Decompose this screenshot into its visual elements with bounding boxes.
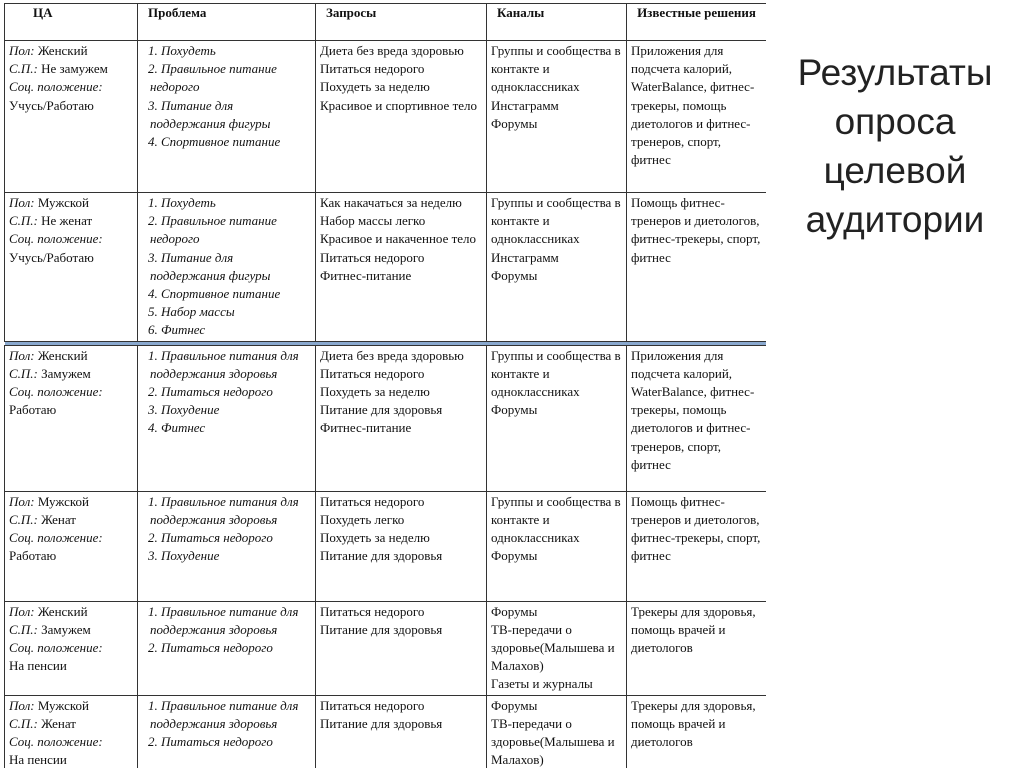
ca-value: Учусь/Работаю xyxy=(9,97,94,113)
ca-line xyxy=(9,194,133,212)
solution-item: Помощь фитнес-тренеров и диетологов, фитнес-трекеры, спорт, фитнес xyxy=(631,493,764,564)
table-row xyxy=(5,695,767,768)
ca-value: Мужской xyxy=(37,493,90,509)
ca-label: С.П.: xyxy=(9,715,38,731)
cell-requests xyxy=(316,41,487,193)
channel-item: Инстаграмм xyxy=(491,97,559,113)
problem-item: 1. Правильное питание для поддержания здоровья xyxy=(148,697,302,731)
problem-item: 3. Питание для поддержания фигуры xyxy=(148,249,271,283)
ca-line xyxy=(9,657,133,675)
solution-item: Помощь фитнес-тренеров и диетологов, фитнес-трекеры, спорт, фитнес xyxy=(631,195,764,265)
ca-line xyxy=(9,621,133,639)
request-item: Набор массы легко xyxy=(320,213,426,229)
cell-target-audience xyxy=(5,491,138,601)
header-problem: Проблема xyxy=(138,4,316,41)
ca-line xyxy=(9,42,133,60)
cell-channels xyxy=(487,601,627,695)
ca-label: Пол: xyxy=(9,697,35,713)
ca-label: Соц. положение: xyxy=(9,231,103,247)
problem-item: 3. Похудение xyxy=(148,548,220,564)
ca-line xyxy=(9,733,133,751)
survey-table xyxy=(4,3,766,768)
ca-value: Женат xyxy=(41,511,76,527)
header-ca: ЦА xyxy=(5,4,138,41)
problem-item: 3. Похудение xyxy=(148,402,220,418)
request-item: Питание для здоровья xyxy=(320,548,443,564)
ca-line xyxy=(9,365,133,383)
ca-value: Работаю xyxy=(9,402,57,418)
problem-list xyxy=(142,697,311,752)
ca-label: С.П.: xyxy=(9,213,38,229)
ca-line xyxy=(9,401,133,419)
request-item: Питание для здоровья xyxy=(320,402,443,418)
ca-label: Пол: xyxy=(9,43,35,58)
ca-value: Женский xyxy=(37,43,88,58)
cell-channels xyxy=(487,695,627,768)
ca-line xyxy=(9,751,133,768)
ca-value: Женский xyxy=(37,603,88,619)
solution-item: Трекеры для здоровья, помощь врачей и диетологов xyxy=(631,603,759,656)
header-solutions: Известные решения xyxy=(627,4,767,41)
header-requests: Запросы xyxy=(316,4,487,41)
request-item: Фитнес-питание xyxy=(320,267,412,283)
ca-line xyxy=(9,97,133,115)
table-row xyxy=(5,491,767,601)
problem-item: 1. Правильное питания для поддержания здоровья xyxy=(148,493,302,527)
cell-channels xyxy=(487,345,627,491)
problem-list xyxy=(142,603,311,658)
cell-requests xyxy=(316,695,487,768)
problem-list xyxy=(142,347,311,438)
problem-item: 2. Правильное питание недорого xyxy=(148,61,281,95)
problem-item: 6. Фитнес xyxy=(148,322,206,338)
slide-title-line: Результаты xyxy=(797,52,993,93)
ca-line xyxy=(9,715,133,733)
cell-problems xyxy=(138,345,316,491)
cell-problems xyxy=(138,41,316,193)
request-item: Красивое и накаченное тело xyxy=(320,231,477,247)
cell-problems xyxy=(138,193,316,342)
ca-label: Пол: xyxy=(9,195,35,210)
request-item: Питаться недорого xyxy=(320,365,425,381)
ca-label: Пол: xyxy=(9,347,35,363)
request-item: Фитнес-питание xyxy=(320,420,412,436)
ca-value: Замужем xyxy=(41,365,91,381)
problem-item: 5. Набор массы xyxy=(148,304,235,320)
request-item: Диета без вреда здоровью xyxy=(320,347,464,363)
cell-channels xyxy=(487,41,627,193)
solution-item: Приложения для подсчета калорий, WaterBalance, фитнес-трекеры, помощь диетологов и фитнес-тренеров, спорт, фитнес xyxy=(631,43,755,168)
ca-line xyxy=(9,230,133,248)
ca-value: Замужем xyxy=(41,621,91,637)
channel-item: Форумы xyxy=(491,402,538,418)
cell-requests xyxy=(316,491,487,601)
ca-label: Соц. положение: xyxy=(9,79,103,95)
header-channels: Каналы xyxy=(487,4,627,41)
ca-label: С.П.: xyxy=(9,365,38,381)
ca-label: Соц. положение: xyxy=(9,734,103,750)
ca-line xyxy=(9,697,133,715)
cell-channels xyxy=(487,193,627,342)
cell-problems xyxy=(138,601,316,695)
ca-value: Не замужем xyxy=(41,61,108,77)
problem-item: 1. Похудеть xyxy=(148,195,216,210)
cell-target-audience xyxy=(5,695,138,768)
channel-item: Форумы xyxy=(491,603,538,619)
ca-value: Учусь/Работаю xyxy=(9,249,94,265)
channel-item: ТВ-передачи о здоровье(Малышева и Малахов) xyxy=(491,715,618,768)
request-item: Похудеть за неделю xyxy=(320,384,430,400)
problem-item: 2. Питаться недорого xyxy=(148,530,273,546)
request-item: Диета без вреда здоровью xyxy=(320,43,464,58)
ca-label: Соц. положение: xyxy=(9,530,103,546)
solution-item: Приложения для подсчета калорий, WaterBalance, фитнес-трекеры, помощь диетологов и фитнес-тренеров, спорт, фитнес xyxy=(631,347,755,472)
cell-solutions xyxy=(627,491,767,601)
request-item: Красивое и спортивное тело xyxy=(320,97,478,113)
table-header-row xyxy=(5,4,767,41)
cell-problems xyxy=(138,695,316,768)
ca-value: Мужской xyxy=(37,697,90,713)
survey-table-container xyxy=(4,3,766,768)
request-item: Питаться недорого xyxy=(320,603,425,619)
ca-label: Пол: xyxy=(9,493,35,509)
ca-line xyxy=(9,60,133,78)
ca-label: С.П.: xyxy=(9,621,38,637)
cell-requests xyxy=(316,193,487,342)
ca-value: На пенсии xyxy=(9,752,67,768)
cell-solutions xyxy=(627,601,767,695)
ca-label: С.П.: xyxy=(9,61,38,77)
channel-item: Инстаграмм xyxy=(491,249,559,265)
problem-item: 2. Правильное питание недорого xyxy=(148,213,281,247)
ca-line xyxy=(9,639,133,657)
request-item: Как накачаться за неделю xyxy=(320,195,462,210)
channel-item: Группы и сообщества в контакте и одноклассниках xyxy=(491,195,624,247)
problem-item: 3. Питание для поддержания фигуры xyxy=(148,97,271,131)
request-item: Похудеть легко xyxy=(320,511,405,527)
problem-item: 1. Правильное питание для поддержания здоровья xyxy=(148,603,302,637)
ca-label: С.П.: xyxy=(9,511,38,527)
ca-line xyxy=(9,511,133,529)
cell-solutions xyxy=(627,193,767,342)
ca-value: На пенсии xyxy=(9,658,67,674)
ca-line xyxy=(9,347,133,365)
ca-line xyxy=(9,547,133,565)
ca-label: Пол: xyxy=(9,603,35,619)
ca-value: Работаю xyxy=(9,548,57,564)
problem-list xyxy=(142,194,311,340)
table-row xyxy=(5,193,767,342)
channel-item: ТВ-передачи о здоровье(Малышева и Малахов) xyxy=(491,621,618,674)
ca-label: Соц. положение: xyxy=(9,384,103,400)
solution-item: Трекеры для здоровья, помощь врачей и диетологов xyxy=(631,697,759,750)
cell-requests xyxy=(316,345,487,491)
cell-solutions xyxy=(627,41,767,193)
slide-title xyxy=(776,48,1014,244)
channel-item: Группы и сообщества в контакте и одноклассниках xyxy=(491,43,624,95)
request-item: Питание для здоровья xyxy=(320,621,443,637)
ca-value: Женский xyxy=(37,347,88,363)
cell-target-audience xyxy=(5,193,138,342)
ca-line xyxy=(9,603,133,621)
slide-title-line: аудитории xyxy=(805,199,985,240)
channel-item: Форумы xyxy=(491,267,538,283)
ca-line xyxy=(9,78,133,96)
slide-title-line: целевой xyxy=(823,150,967,191)
ca-label: Соц. положение: xyxy=(9,640,103,656)
ca-line xyxy=(9,493,133,511)
request-item: Питание для здоровья xyxy=(320,715,443,731)
table-row xyxy=(5,41,767,193)
problem-item: 4. Спортивное питание xyxy=(148,134,281,150)
channel-item: Форумы xyxy=(491,548,538,564)
ca-line xyxy=(9,249,133,267)
cell-target-audience xyxy=(5,345,138,491)
table-row xyxy=(5,601,767,695)
problem-item: 2. Питаться недорого xyxy=(148,734,273,750)
cell-requests xyxy=(316,601,487,695)
request-item: Похудеть за неделю xyxy=(320,530,430,546)
request-item: Питаться недорого xyxy=(320,697,425,713)
table-row xyxy=(5,345,767,491)
table-body xyxy=(5,41,767,768)
problem-item: 4. Фитнес xyxy=(148,420,206,436)
cell-channels xyxy=(487,491,627,601)
cell-solutions xyxy=(627,695,767,768)
problem-item: 1. Похудеть xyxy=(148,43,216,58)
cell-solutions xyxy=(627,345,767,491)
ca-value: Женат xyxy=(41,715,76,731)
ca-value: Не женат xyxy=(41,213,93,229)
request-item: Питаться недорого xyxy=(320,493,425,509)
cell-target-audience xyxy=(5,601,138,695)
slide-title-line: опроса xyxy=(834,101,956,142)
cell-target-audience xyxy=(5,41,138,193)
problem-item: 4. Спортивное питание xyxy=(148,286,281,302)
ca-line xyxy=(9,212,133,230)
problem-list xyxy=(142,42,311,151)
channel-item: Группы и сообщества в контакте и одноклассниках xyxy=(491,493,624,546)
problem-item: 2. Питаться недорого xyxy=(148,384,273,400)
cell-problems xyxy=(138,491,316,601)
ca-line xyxy=(9,383,133,401)
channel-item: Группы и сообщества в контакте и одноклассниках xyxy=(491,347,624,400)
request-item: Похудеть за неделю xyxy=(320,79,430,95)
problem-list xyxy=(142,493,311,566)
ca-line xyxy=(9,529,133,547)
channel-item: Газеты и журналы xyxy=(491,676,593,692)
problem-item: 2. Питаться недорого xyxy=(148,640,273,656)
problem-item: 1. Правильное питания для поддержания здоровья xyxy=(148,347,302,381)
ca-value: Мужской xyxy=(37,195,90,210)
request-item: Питаться недорого xyxy=(320,61,425,77)
channel-item: Форумы xyxy=(491,697,538,713)
channel-item: Форумы xyxy=(491,115,538,131)
request-item: Питаться недорого xyxy=(320,249,425,265)
